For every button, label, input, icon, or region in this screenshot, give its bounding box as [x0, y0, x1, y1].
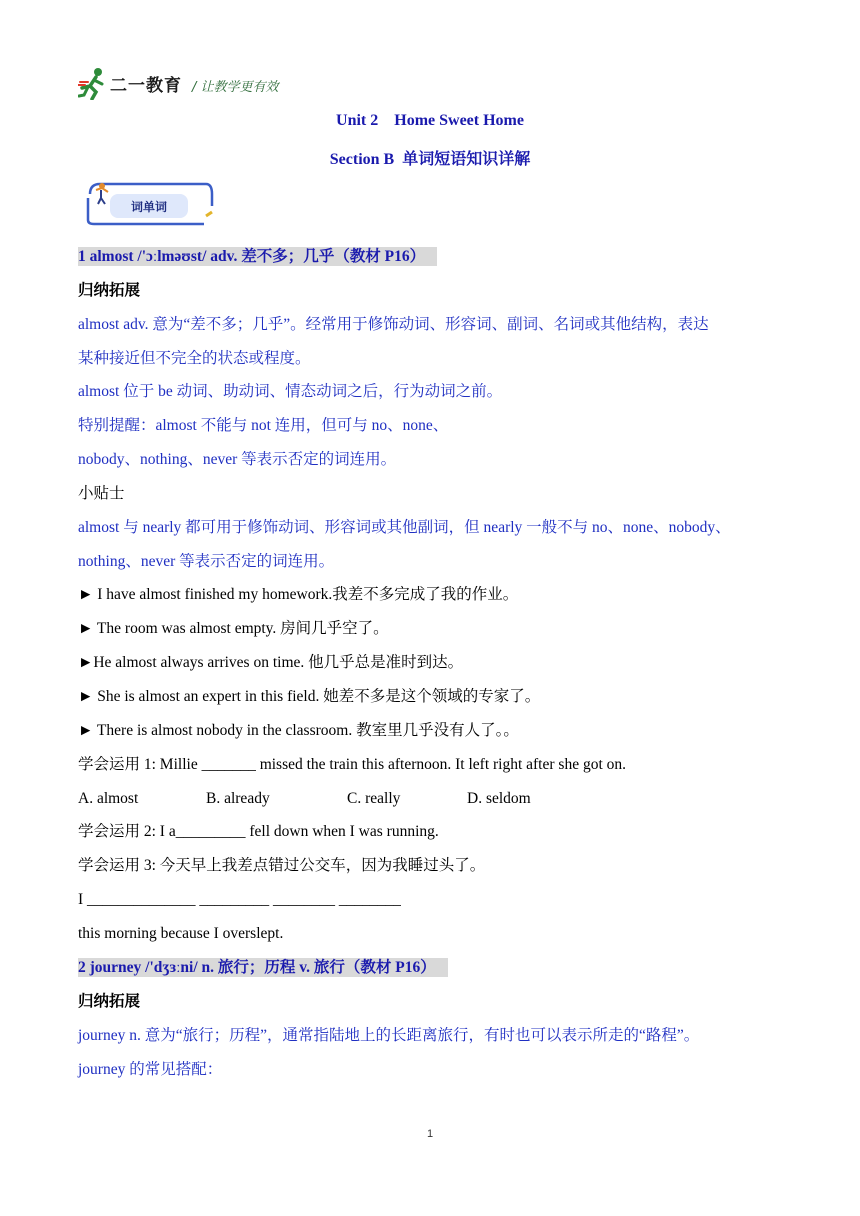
paragraph: 某种接近但不完全的状态或程度。: [78, 350, 311, 367]
unit-title: Unit 2 Home Sweet Home: [336, 112, 524, 129]
brand-slogan: / 让教学更有效: [192, 80, 279, 95]
option-c: C. really: [347, 790, 401, 807]
paragraph: nobody、nothing、never 等表示否定的词连用。: [78, 451, 397, 468]
brand-name: 二一教育: [110, 76, 182, 96]
subheading: 归纳拓展: [78, 282, 141, 299]
entry-heading-journey: 2 journey /'dʒɜːni/ n. 旅行；历程 v. 旅行（教材 P16）: [78, 958, 448, 978]
page-number: 1: [426, 1128, 434, 1140]
paragraph: almost adv. 意为“差不多；几乎”。经常用于修饰动词、形容词、副词、名词或其他结构，表达: [78, 316, 709, 333]
example-sentence: ► There is almost nobody in the classroom. 教室里几乎没有人了。。: [78, 722, 519, 739]
tip-heading: 小贴士: [78, 485, 125, 502]
option-a: A. almost: [78, 790, 139, 807]
paragraph: journey n. 意为“旅行；历程”，通常指陆地上的长距离旅行，有时也可以表示所走的“路程”。: [78, 1027, 700, 1044]
example-sentence: ►He almost always arrives on time. 他几乎总是准时到达。: [78, 654, 464, 671]
example-sentence: ► The room was almost empty. 房间几乎空了。: [78, 620, 389, 637]
exercise-3-tail: this morning because I overslept.: [78, 925, 284, 942]
exercise-3: 学会运用 3: 今天早上我差点错过公交车，因为我睡过头了。: [78, 857, 486, 874]
answer-blanks: I ______________ _________ ________ ________: [78, 891, 401, 908]
example-sentence: ► I have almost finished my homework.我差不多完成了我的作业。: [78, 586, 519, 603]
exercise-1: 学会运用 1: Millie _______ missed the train this afternoon. It left right after she got on.: [78, 756, 627, 773]
running-man-icon: [78, 66, 108, 100]
paragraph: almost 位于 be 动词、助动词、情态动词之后，行为动词之前。: [78, 383, 503, 400]
exercise-2: 学会运用 2: I a_________ fell down when I was running.: [78, 823, 439, 840]
badge-label: 词单词: [130, 200, 168, 214]
paragraph: nothing、never 等表示否定的词连用。: [78, 553, 335, 570]
option-b: B. already: [206, 790, 270, 807]
brand-logo: [78, 64, 279, 100]
subheading: 归纳拓展: [78, 993, 141, 1010]
paragraph: 特别提醒：almost 不能与 not 连用，但可与 no、none、: [78, 417, 449, 434]
entry-heading-almost: 1 almost /'ɔːlməʊst/ adv. 差不多；几乎（教材 P16）: [78, 247, 437, 267]
vocabulary-badge: [82, 176, 214, 228]
section-title: Section B 单词短语知识详解: [329, 151, 531, 168]
paragraph: journey 的常见搭配：: [78, 1061, 223, 1078]
example-sentence: ► She is almost an expert in this field. 她差不多是这个领域的专家了。: [78, 688, 541, 705]
paragraph: almost 与 nearly 都可用于修饰动词、形容词或其他副词，但 nearly 一般不与 no、none、nobody、: [78, 519, 731, 536]
option-d: D. seldom: [467, 790, 531, 807]
